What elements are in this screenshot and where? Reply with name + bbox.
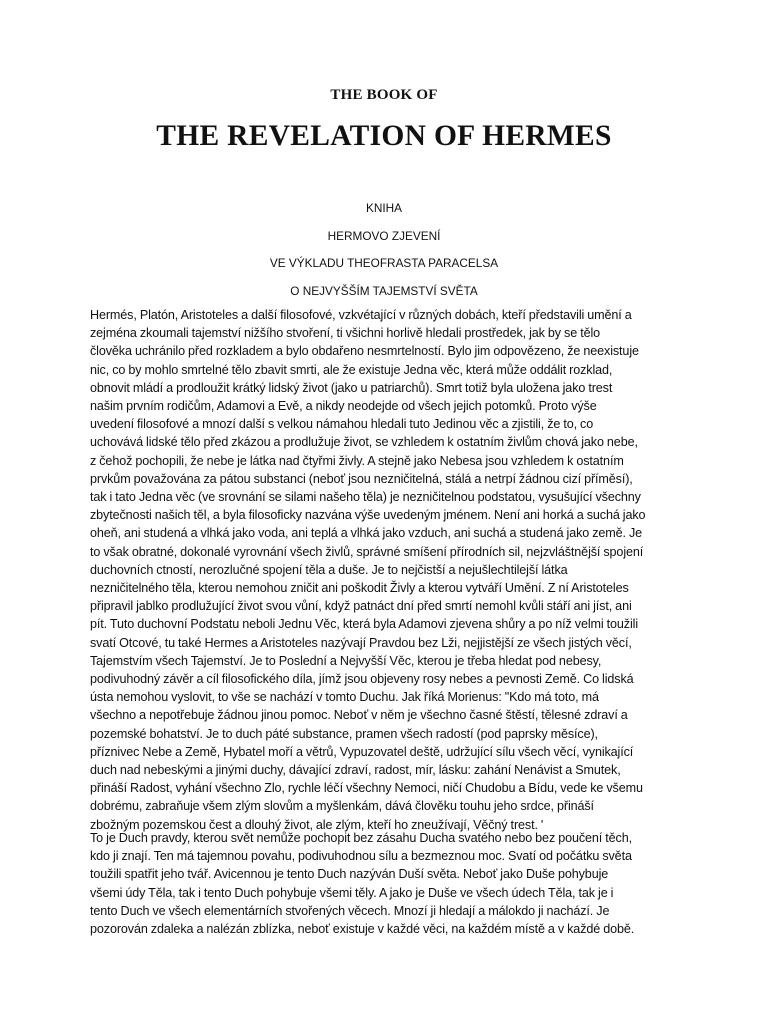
paragraph-line: svatí Otcové, tu také Hermes a Aristoteles nazývají Pravdou bez Lži, nejjistější ze všech jistých věcí, [90,635,632,650]
book-kicker: THE BOOK OF [330,87,438,103]
subtitle-paracelsus: VE VÝKLADU THEOFRASTA PARACELSA [269,256,499,270]
paragraph-line: obnovit mládí a prodloužit krátký lidský život (jako u patriarchů). Smrt totiž byla uložena jako trest [90,380,613,395]
paragraph-line: Hermés, Platón, Aristoteles a další filosofové, vzkvétající v různých dobách, kteří představili umění a [90,308,632,322]
paragraph-line: nezničitelného těla, kterou nemohou zničit ani poškodit Živly a kterou vytváří Umění. Z ní Aristoteles [90,581,629,596]
subtitle-kniha: KNIHA [365,201,403,215]
paragraph-line: uchovává lidské tělo před zkázou a prodlužuje život, se vzhledem k ostatním živlům chová jako nebe, [90,435,638,450]
subtitle-hermovo-zjeveni: HERMOVO ZJEVENÍ [327,229,441,243]
book-title: THE REVELATION OF HERMES [156,120,612,152]
paragraph-line: to však obratné, dokonalé vyrovnání všech živlů, správné smíšení přírodních sil, nejzvláštnější spojení [90,544,644,559]
paragraph-line: podivuhodný závěr a cíl filosofického díla, jímž jsou objeveny rosy nebes a pevnosti Země. Co lidská [90,672,634,687]
paragraph-line: duchovních ctností, nerozlučné spojení těla a duše. Je to nejčistší a nejušlechtilejší látka [90,562,568,577]
paragraph-line: dobrému, zabraňuje všem zlým slovům a myšlenkám, dává člověku touhu jeho srdce, přináší [90,799,594,814]
paragraph-line: z čehož pochopili, že nebe je látka nad čtyřmi živly. A stejně jako Nebesa jsou vzhledem k ostatním [90,453,624,468]
paragraph-line: našim prvním rodičům, Adamovi a Evě, a nikdy neodejde od všech jejich potomků. Proto výše [90,399,597,414]
paragraph-line: člověka uchránilo před rozkladem a bylo obdařeno nesmrtelností. Bylo jim odpovězeno, že neexistuje [90,344,639,359]
paragraph-line: duch nad nebeskými a jinými duchy, dávající zdraví, radost, mír, lásku: zahání Nenávist a Smutek, [90,763,621,778]
paragraph-line: zejména zkoumali tajemství nižšího stvoření, ti všichni horlivě hledali prostředek, jak by se tělo [90,326,601,341]
subtitle-nejvyssi-tajemstvi: O NEJVYŠŠÍM TAJEMSTVÍ SVĚTA [290,284,478,298]
paragraph-line: přináší Radost, vyhání všechno Zlo, rychle léčí všechny Nemoci, ničí Chudobu a Bídu, vede ke všemu [90,781,643,796]
paragraph-line: tento Duch ve všech elementárních stvořených věcech. Mnozí ji hledají a málokdo ji nachází. Je [90,903,610,918]
paragraph-line: oheň, ani studená a vlhká jako voda, ani teplá a vlhká jako vzduch, ani suchá a studená jako země. Je [90,526,643,541]
paragraph-line: tak i tato Jedna věc (ve srovnání se silami našeho těla) je nezničitelnou podstatou, vysušující všechny [90,490,641,505]
paragraph-2 [90,829,690,938]
paragraph-line: všechno a nepotřebuje žádnou jinou pomoc. Neboť v něm je všechno časné štěstí, tělesné zdraví a [90,708,628,723]
paragraph-line: nic, co by mohlo smrtelné tělo zbavit smrti, ale že existuje Jedna věc, která může oddálit rozklad, [90,362,613,377]
paragraph-line: To je Duch pravdy, kterou svět nemůže pochopit bez zásahu Ducha svatého nebo bez poučení těch, [90,831,632,845]
paragraph-line: kdo ji znají. Ten má tajemnou povahu, podivuhodnou sílu a bezmeznou moc. Svatí od počátku světa [90,849,632,864]
paragraph-line: prvkům považována za pátou substanci (neboť jsou nezničitelná, stálá a netrpí žádnou cizí příměsí), [90,471,633,486]
paragraph-line: pozorován zdaleka a nalézán zblízka, neboť existuje v každé věci, na každém místě a v každé době. [90,922,635,937]
paragraph-line: toužili spatřit jeho tvář. Avicennou je tento Duch nazýván Duší světa. Neboť jako Duše pohybuje [90,867,609,882]
paragraph-line: všemi údy Těla, tak i tento Duch pohybuje všemi těly. A jako je Duše ve všech údech Těla, tak je i [90,885,614,900]
paragraph-line: pozemské bohatství. Je to duch páté substance, pramen všech radostí (pod paprsky měsíce), [90,726,598,741]
paragraph-line: příznivec Nebe a Země, Hybatel moří a větrů, Vypuzovatel deště, udržující sílu všech věcí, vynikající [90,744,634,759]
paragraph-line: uvedení filosofové a mnozí další s velkou námahou hledali tuto Jedinou věc a zjistili, že to, co [90,417,594,432]
paragraph-line: připravil jablko prodlužující život svou vůní, když patnáct dní před smrtí nemohl kvůli stáří ani jíst, ani [90,599,632,614]
paragraph-1 [90,306,690,834]
paragraph-line: pít. Tuto duchovní Podstatu neboli Jednu Věc, která byla Adamovi zjevena shůry a po níž velmi toužili [90,617,639,632]
paragraph-line: Tajemstvím všech Tajemství. Je to Poslední a Nejvyšší Věc, kterou je třeba hledat pod nebesy, [90,653,602,668]
paragraph-line: zbožným pozemskou čest a dlouhý život, ale zlým, kteří ho zneužívají, Věčný trest. ' [90,817,544,832]
paragraph-line: ústa nemohou vyslovit, to vše se nachází v tomto Duchu. Jak říká Morienus: "Kdo má toto, má [90,690,599,705]
paragraph-line: zbytečnosti našich těl, a byla filosoficky nazvána výše uvedeným jménem. Není ani horká a suchá jako [90,508,646,523]
